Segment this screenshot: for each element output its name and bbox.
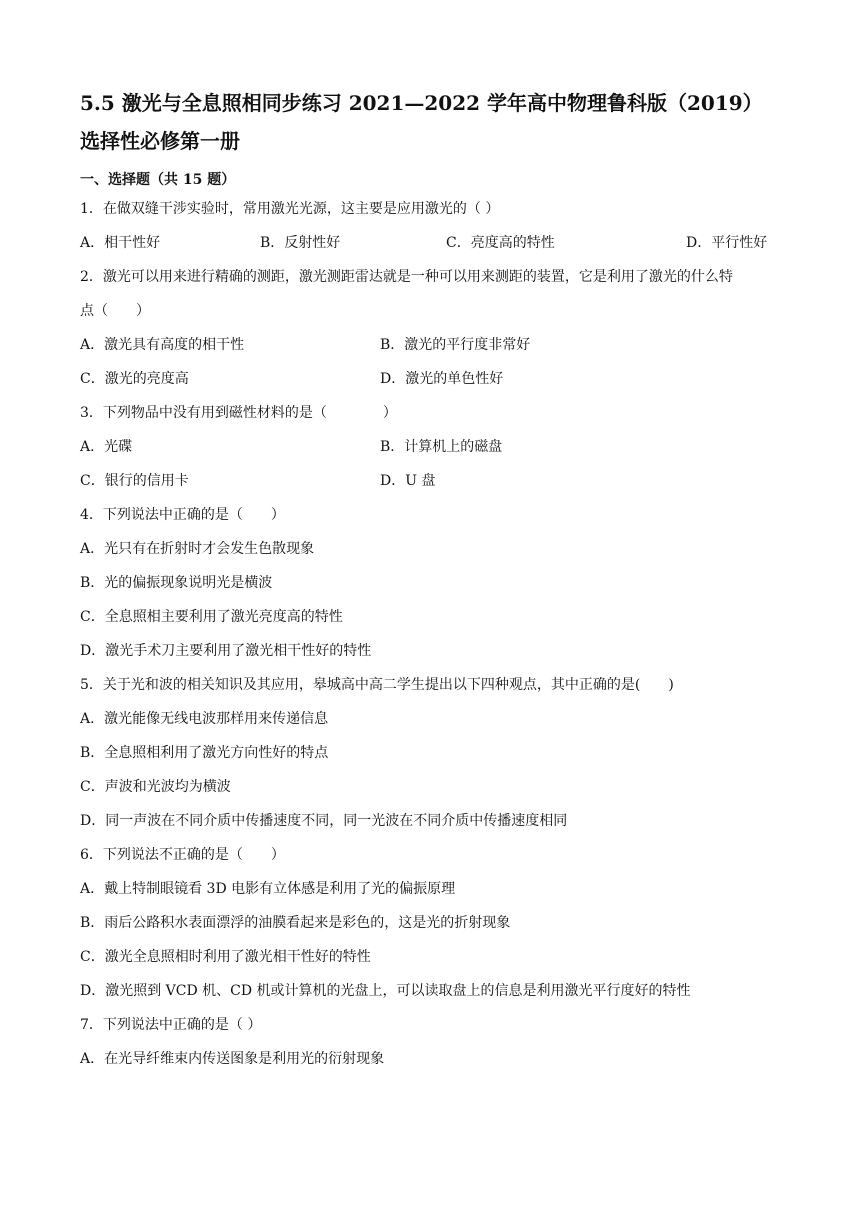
- question-3-stem: 3．下列物品中没有用到磁性材料的是（ ）: [80, 405, 397, 421]
- question-4-option-d: D．激光手术刀主要利用了激光相干性好的特性: [80, 643, 372, 659]
- question-5-stem: 5．关于光和波的相关知识及其应用，皋城高中高二学生提出以下四种观点，其中正确的是( ): [80, 677, 674, 693]
- question-4-option-c: C．全息照相主要利用了激光亮度高的特性: [80, 609, 343, 625]
- question-1-option-b: B．反射性好: [260, 235, 341, 251]
- section-heading: 一、选择题（共 15 题）: [80, 172, 236, 188]
- question-6-stem: 6．下列说法不正确的是（ ）: [80, 847, 285, 863]
- question-6-option-c: C．激光全息照相时利用了激光相干性好的特性: [80, 949, 371, 965]
- question-2-stem-line-2: 点（ ）: [80, 303, 150, 319]
- question-2-option-a: A．激光具有高度的相干性: [80, 337, 245, 353]
- document-page: [80, 84, 790, 1076]
- question-4-stem: 4．下列说法中正确的是（ ）: [80, 507, 285, 523]
- question-1-options: [80, 226, 790, 260]
- question-2-option-d: D．激光的单色性好: [380, 371, 504, 387]
- question-3-option-a: A．光碟: [80, 439, 133, 455]
- question-1-option-a: A．相干性好: [80, 235, 161, 251]
- question-6-option-d: D．激光照到 VCD 机、CD 机或计算机的光盘上，可以读取盘上的信息是利用激光平行度好的特性: [80, 983, 691, 999]
- question-2-options-row-1: [80, 328, 790, 362]
- document-title-line-1: 5.5 激光与全息照相同步练习 2021—2022 学年高中物理鲁科版（2019）: [80, 91, 763, 115]
- question-6-option-b: B．雨后公路积水表面漂浮的油膜看起来是彩色的，这是光的折射现象: [80, 915, 511, 931]
- question-4-option-a: A．光只有在折射时才会发生色散现象: [80, 541, 315, 557]
- question-5-option-a: A．激光能像无线电波那样用来传递信息: [80, 711, 329, 727]
- question-2-option-b: B．激光的平行度非常好: [380, 337, 531, 353]
- question-2-options-row-2: [80, 362, 790, 396]
- question-3-options-row-2: [80, 464, 790, 498]
- question-2-option-c: C．激光的亮度高: [80, 371, 189, 387]
- question-7-option-a: A．在光导纤维束内传送图象是利用光的衍射现象: [80, 1051, 385, 1067]
- question-3-option-c: C．银行的信用卡: [80, 473, 189, 489]
- question-3-options-row-1: [80, 430, 790, 464]
- question-1-option-d: D．平行性好: [686, 235, 768, 251]
- question-2-stem-line-1: 2．激光可以用来进行精确的测距，激光测距雷达就是一种可以用来测距的装置，它是利用了激光的什么特: [80, 269, 733, 285]
- question-5-option-d: D．同一声波在不同介质中传播速度不同，同一光波在不同介质中传播速度相同: [80, 813, 568, 829]
- question-6-option-a: A．戴上特制眼镜看 3D 电影有立体感是利用了光的偏振原理: [80, 881, 456, 897]
- question-3-option-d: D．U 盘: [380, 473, 436, 489]
- question-5-option-c: C．声波和光波均为横波: [80, 779, 231, 795]
- question-4-option-b: B．光的偏振现象说明光是横波: [80, 575, 273, 591]
- question-7-stem: 7．下列说法中正确的是（ ）: [80, 1017, 262, 1033]
- question-5-option-b: B．全息照相利用了激光方向性好的特点: [80, 745, 329, 761]
- document-title-line-2: 选择性必修第一册: [80, 129, 240, 153]
- question-1-stem: 1．在做双缝干涉实验时，常用激光光源，这主要是应用激光的（ ）: [80, 201, 500, 217]
- question-1-option-c: C．亮度高的特性: [446, 235, 555, 251]
- question-3-option-b: B．计算机上的磁盘: [380, 439, 503, 455]
